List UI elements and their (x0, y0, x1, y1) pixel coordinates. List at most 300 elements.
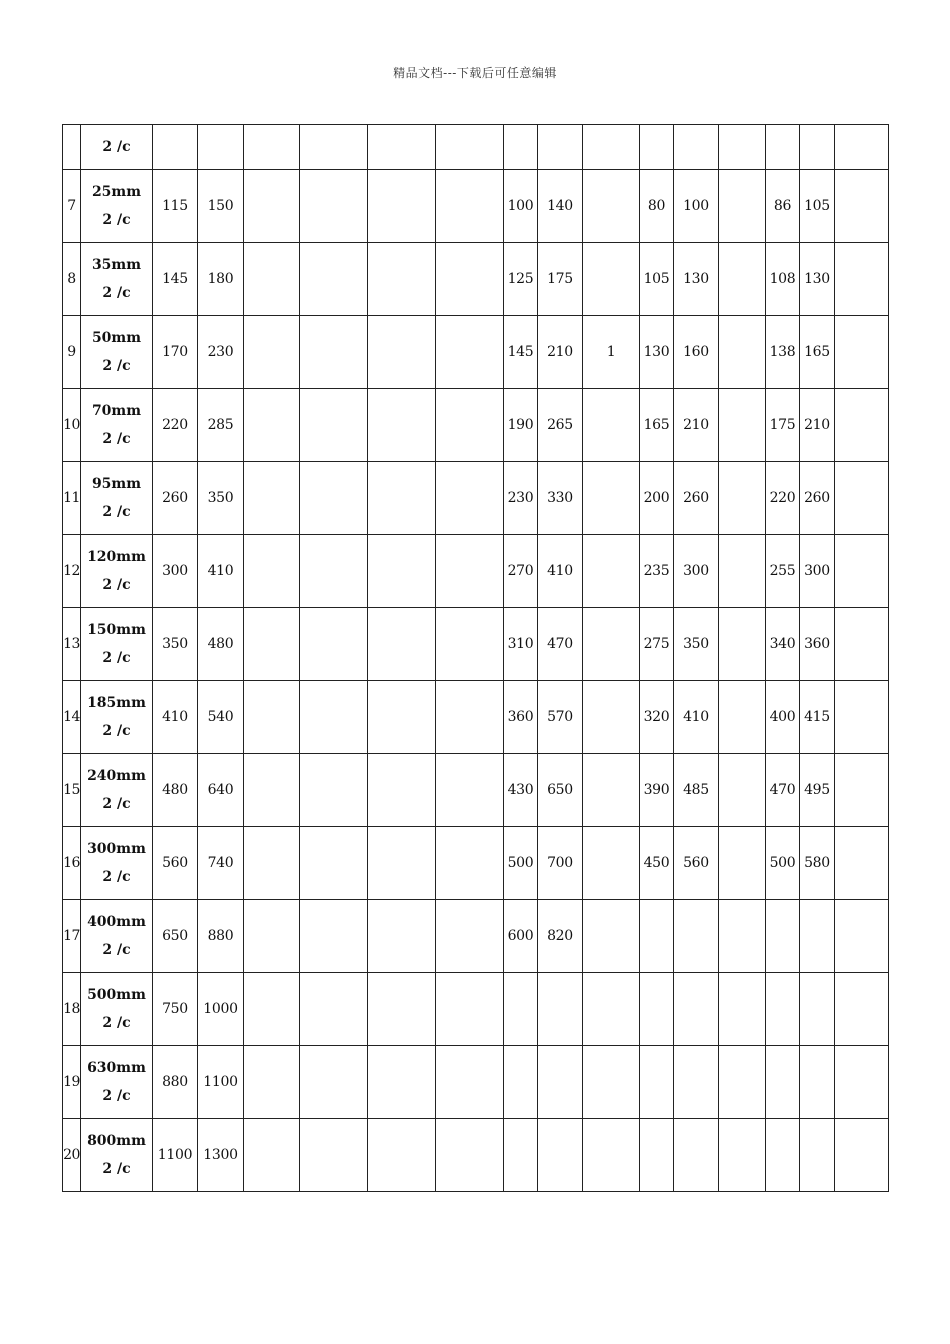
cable-spec-cell (81, 827, 153, 900)
cable-spec-cell (81, 535, 153, 608)
rating-cell: 150 (198, 170, 244, 243)
cable-spec-cell (81, 170, 153, 243)
rating-cell: 235 (640, 535, 674, 608)
cable-cores: 2 /c (102, 1088, 131, 1104)
rating-cell: 285 (198, 389, 244, 462)
rating-cell: 145 (504, 316, 538, 389)
row-number-cell: 11 (63, 462, 81, 535)
row-number-cell: 14 (63, 681, 81, 754)
rating-cell (719, 900, 766, 973)
rating-cell: 230 (504, 462, 538, 535)
rating-cell (583, 243, 640, 316)
rating-cell: 740 (198, 827, 244, 900)
cable-size: 25mm (91, 184, 142, 200)
rating-cell: 650 (538, 754, 583, 827)
rating-cell: 410 (674, 681, 719, 754)
rating-cell (436, 754, 504, 827)
rating-cell: 210 (674, 389, 719, 462)
rating-cell: 130 (640, 316, 674, 389)
rating-cell (674, 900, 719, 973)
rating-cell (835, 170, 889, 243)
table-row (63, 125, 889, 170)
rating-cell (835, 608, 889, 681)
rating-cell: 165 (800, 316, 835, 389)
table-row (63, 462, 889, 535)
rating-cell (504, 125, 538, 170)
rating-cell (835, 827, 889, 900)
rating-cell: 260 (800, 462, 835, 535)
rating-cell (835, 1119, 889, 1192)
rating-cell: 138 (766, 316, 800, 389)
rating-cell (583, 535, 640, 608)
rating-cell: 500 (504, 827, 538, 900)
rating-cell (198, 125, 244, 170)
rating-cell: 105 (640, 243, 674, 316)
rating-cell (436, 462, 504, 535)
rating-cell (674, 125, 719, 170)
rating-cell (244, 316, 300, 389)
cable-cores: 2 /c (102, 1161, 131, 1177)
row-number-cell: 15 (63, 754, 81, 827)
rating-cell: 1 (583, 316, 640, 389)
cable-cores: 2 /c (102, 431, 131, 447)
rating-cell (835, 973, 889, 1046)
rating-cell: 160 (674, 316, 719, 389)
rating-cell: 310 (504, 608, 538, 681)
rating-cell: 255 (766, 535, 800, 608)
cable-cores: 2 /c (102, 504, 131, 520)
table-row (63, 681, 889, 754)
rating-cell: 450 (640, 827, 674, 900)
cable-spec-cell (81, 754, 153, 827)
rating-cell (368, 170, 436, 243)
rating-cell: 130 (800, 243, 835, 316)
rating-cell: 210 (538, 316, 583, 389)
rating-cell: 485 (674, 754, 719, 827)
row-number-cell: 9 (63, 316, 81, 389)
rating-cell: 275 (640, 608, 674, 681)
rating-cell: 108 (766, 243, 800, 316)
rating-cell (719, 973, 766, 1046)
rating-cell: 270 (504, 535, 538, 608)
cable-size: 300mm (87, 841, 146, 857)
rating-cell (583, 681, 640, 754)
rating-cell: 600 (504, 900, 538, 973)
rating-cell (436, 608, 504, 681)
rating-cell (244, 535, 300, 608)
rating-cell (300, 973, 368, 1046)
rating-cell (300, 608, 368, 681)
rating-cell (640, 125, 674, 170)
cable-size: 400mm (87, 914, 146, 930)
rating-cell: 560 (674, 827, 719, 900)
rating-cell: 260 (674, 462, 719, 535)
cable-cores: 2 /c (102, 723, 131, 739)
cable-spec-cell (81, 125, 153, 170)
rating-cell (368, 973, 436, 1046)
cable-spec-cell (81, 1046, 153, 1119)
rating-cell: 300 (153, 535, 198, 608)
rating-cell (538, 1119, 583, 1192)
rating-cell (244, 608, 300, 681)
cable-size: 70mm (91, 403, 142, 419)
rating-cell (766, 973, 800, 1046)
table-row (63, 535, 889, 608)
rating-cell (300, 1046, 368, 1119)
rating-cell: 210 (800, 389, 835, 462)
rating-cell (244, 827, 300, 900)
rating-cell: 330 (538, 462, 583, 535)
rating-cell: 410 (538, 535, 583, 608)
cable-size: 120mm (87, 549, 146, 565)
table-row (63, 754, 889, 827)
cable-spec-cell (81, 608, 153, 681)
rating-cell (368, 462, 436, 535)
rating-cell: 410 (153, 681, 198, 754)
row-number-cell: 19 (63, 1046, 81, 1119)
rating-cell: 350 (198, 462, 244, 535)
rating-cell (436, 535, 504, 608)
rating-cell: 820 (538, 900, 583, 973)
rating-cell: 340 (766, 608, 800, 681)
rating-cell (436, 243, 504, 316)
rating-cell: 750 (153, 973, 198, 1046)
rating-cell: 650 (153, 900, 198, 973)
rating-cell (719, 1046, 766, 1119)
rating-cell: 130 (674, 243, 719, 316)
rating-cell (368, 681, 436, 754)
rating-cell: 360 (504, 681, 538, 754)
rating-cell (800, 125, 835, 170)
cable-size: 500mm (87, 987, 146, 1003)
rating-cell (300, 1119, 368, 1192)
rating-cell: 140 (538, 170, 583, 243)
cable-cores: 2 /c (102, 1015, 131, 1031)
rating-cell (368, 389, 436, 462)
rating-cell (766, 900, 800, 973)
cable-spec-cell (81, 681, 153, 754)
rating-cell: 880 (198, 900, 244, 973)
rating-cell: 145 (153, 243, 198, 316)
cable-size: 50mm (91, 330, 142, 346)
rating-cell (583, 1119, 640, 1192)
rating-cell: 480 (198, 608, 244, 681)
cable-cores: 2 /c (102, 869, 131, 885)
rating-cell (835, 316, 889, 389)
rating-cell (800, 1119, 835, 1192)
rating-cell (835, 243, 889, 316)
rating-cell (640, 900, 674, 973)
cable-spec-cell (81, 462, 153, 535)
cable-spec-cell (81, 316, 153, 389)
row-number-cell: 12 (63, 535, 81, 608)
rating-cell (719, 754, 766, 827)
rating-cell (244, 900, 300, 973)
rating-cell: 410 (198, 535, 244, 608)
rating-cell: 320 (640, 681, 674, 754)
cable-cores: 2 /c (102, 139, 131, 155)
rating-cell (674, 1119, 719, 1192)
rating-cell: 220 (153, 389, 198, 462)
rating-cell (719, 170, 766, 243)
cable-cores: 2 /c (102, 577, 131, 593)
rating-cell: 175 (766, 389, 800, 462)
rating-cell (538, 973, 583, 1046)
rating-cell (800, 900, 835, 973)
rating-cell (583, 1046, 640, 1119)
rating-cell (436, 681, 504, 754)
rating-cell: 300 (800, 535, 835, 608)
cable-spec-cell (81, 389, 153, 462)
rating-cell: 175 (538, 243, 583, 316)
rating-cell (436, 125, 504, 170)
rating-cell (436, 973, 504, 1046)
rating-cell (504, 1046, 538, 1119)
rating-cell: 415 (800, 681, 835, 754)
rating-cell: 180 (198, 243, 244, 316)
rating-cell: 100 (674, 170, 719, 243)
rating-cell: 880 (153, 1046, 198, 1119)
cable-cores: 2 /c (102, 650, 131, 666)
rating-cell: 170 (153, 316, 198, 389)
cable-rating-table (62, 124, 889, 1192)
table-row (63, 389, 889, 462)
rating-cell (719, 243, 766, 316)
rating-cell (368, 535, 436, 608)
rating-cell (300, 125, 368, 170)
rating-cell: 540 (198, 681, 244, 754)
cable-size: 35mm (91, 257, 142, 273)
table-row (63, 243, 889, 316)
table-row (63, 1046, 889, 1119)
rating-cell (583, 170, 640, 243)
rating-cell (300, 827, 368, 900)
rating-cell (766, 1046, 800, 1119)
rating-cell: 100 (504, 170, 538, 243)
cable-size: 185mm (87, 695, 146, 711)
page-header: 精品文档---下载后可任意编辑 (393, 66, 557, 80)
rating-cell (244, 389, 300, 462)
rating-cell: 1300 (198, 1119, 244, 1192)
rating-cell: 640 (198, 754, 244, 827)
rating-cell (300, 462, 368, 535)
cable-size: 150mm (87, 622, 146, 638)
rating-cell (436, 389, 504, 462)
rating-cell (368, 243, 436, 316)
table-row (63, 900, 889, 973)
cable-cores: 2 /c (102, 285, 131, 301)
rating-cell: 300 (674, 535, 719, 608)
rating-cell (835, 900, 889, 973)
rating-cell (583, 754, 640, 827)
table-row (63, 1119, 889, 1192)
cable-spec-cell (81, 1119, 153, 1192)
cable-size: 800mm (87, 1133, 146, 1149)
rating-cell: 1000 (198, 973, 244, 1046)
rating-cell: 470 (766, 754, 800, 827)
rating-cell (300, 316, 368, 389)
rating-cell (538, 125, 583, 170)
rating-cell (244, 754, 300, 827)
row-number-cell: 13 (63, 608, 81, 681)
rating-cell: 400 (766, 681, 800, 754)
rating-cell (583, 125, 640, 170)
row-number-cell: 8 (63, 243, 81, 316)
cable-spec-cell (81, 900, 153, 973)
rating-cell (583, 608, 640, 681)
rating-cell: 390 (640, 754, 674, 827)
rating-cell: 480 (153, 754, 198, 827)
rating-cell (368, 1046, 436, 1119)
rating-cell (153, 125, 198, 170)
rating-cell (368, 125, 436, 170)
row-number-cell: 10 (63, 389, 81, 462)
table-row (63, 608, 889, 681)
rating-cell: 260 (153, 462, 198, 535)
cable-spec-cell (81, 243, 153, 316)
rating-cell (300, 535, 368, 608)
rating-cell: 350 (674, 608, 719, 681)
rating-cell (244, 243, 300, 316)
rating-cell: 165 (640, 389, 674, 462)
row-number-cell: 20 (63, 1119, 81, 1192)
rating-cell (436, 900, 504, 973)
rating-cell (368, 1119, 436, 1192)
rating-cell (800, 973, 835, 1046)
rating-cell (800, 1046, 835, 1119)
rating-cell (583, 827, 640, 900)
cable-size: 630mm (87, 1060, 146, 1076)
table-row (63, 973, 889, 1046)
rating-cell: 265 (538, 389, 583, 462)
rating-cell (835, 389, 889, 462)
rating-cell (719, 389, 766, 462)
row-number-cell: 16 (63, 827, 81, 900)
rating-cell (244, 1046, 300, 1119)
rating-cell (719, 1119, 766, 1192)
rating-cell: 190 (504, 389, 538, 462)
rating-cell (719, 681, 766, 754)
rating-cell (244, 1119, 300, 1192)
rating-cell: 1100 (198, 1046, 244, 1119)
rating-cell (368, 754, 436, 827)
row-number-cell (63, 125, 81, 170)
rating-cell (436, 316, 504, 389)
rating-cell (244, 462, 300, 535)
rating-cell (368, 827, 436, 900)
rating-cell (538, 1046, 583, 1119)
rating-cell (368, 900, 436, 973)
rating-cell (835, 462, 889, 535)
rating-cell (835, 125, 889, 170)
table-row (63, 827, 889, 900)
rating-cell: 360 (800, 608, 835, 681)
rating-cell: 1100 (153, 1119, 198, 1192)
cable-spec-cell (81, 973, 153, 1046)
rating-cell (583, 900, 640, 973)
rating-cell (766, 1119, 800, 1192)
cable-cores: 2 /c (102, 212, 131, 228)
rating-cell: 700 (538, 827, 583, 900)
table-row (63, 170, 889, 243)
rating-cell (835, 535, 889, 608)
rating-cell (300, 170, 368, 243)
rating-cell (719, 125, 766, 170)
rating-cell: 105 (800, 170, 835, 243)
row-number-cell: 17 (63, 900, 81, 973)
rating-cell (244, 170, 300, 243)
rating-cell (583, 389, 640, 462)
rating-cell (640, 1119, 674, 1192)
rating-cell (504, 1119, 538, 1192)
rating-cell (436, 1119, 504, 1192)
rating-cell (300, 681, 368, 754)
rating-cell (835, 681, 889, 754)
rating-cell: 580 (800, 827, 835, 900)
rating-cell (719, 827, 766, 900)
cable-cores: 2 /c (102, 796, 131, 812)
cable-size: 240mm (87, 768, 146, 784)
rating-cell: 500 (766, 827, 800, 900)
rating-cell (300, 900, 368, 973)
rating-cell: 230 (198, 316, 244, 389)
rating-cell (674, 973, 719, 1046)
rating-cell: 80 (640, 170, 674, 243)
rating-cell: 200 (640, 462, 674, 535)
rating-cell (436, 170, 504, 243)
rating-cell (504, 973, 538, 1046)
rating-cell (640, 973, 674, 1046)
rating-cell: 220 (766, 462, 800, 535)
rating-cell (719, 608, 766, 681)
rating-cell (766, 125, 800, 170)
rating-cell (436, 1046, 504, 1119)
rating-cell (244, 125, 300, 170)
rating-cell: 86 (766, 170, 800, 243)
rating-cell (583, 462, 640, 535)
row-number-cell: 7 (63, 170, 81, 243)
rating-cell: 430 (504, 754, 538, 827)
rating-cell (244, 973, 300, 1046)
rating-cell: 495 (800, 754, 835, 827)
rating-cell (835, 1046, 889, 1119)
rating-cell (436, 827, 504, 900)
rating-cell (719, 316, 766, 389)
rating-cell (835, 754, 889, 827)
cable-size: 95mm (91, 476, 142, 492)
rating-cell (719, 535, 766, 608)
rating-cell: 125 (504, 243, 538, 316)
rating-cell (300, 754, 368, 827)
rating-cell (300, 389, 368, 462)
rating-cell (640, 1046, 674, 1119)
table-body (63, 125, 889, 1192)
rating-cell (583, 973, 640, 1046)
table-row (63, 316, 889, 389)
rating-cell: 570 (538, 681, 583, 754)
cable-cores: 2 /c (102, 942, 131, 958)
rating-cell (719, 462, 766, 535)
rating-cell: 470 (538, 608, 583, 681)
rating-cell: 115 (153, 170, 198, 243)
rating-cell (674, 1046, 719, 1119)
rating-cell (300, 243, 368, 316)
rating-cell (368, 608, 436, 681)
rating-cell: 350 (153, 608, 198, 681)
row-number-cell: 18 (63, 973, 81, 1046)
rating-cell (368, 316, 436, 389)
rating-cell: 560 (153, 827, 198, 900)
